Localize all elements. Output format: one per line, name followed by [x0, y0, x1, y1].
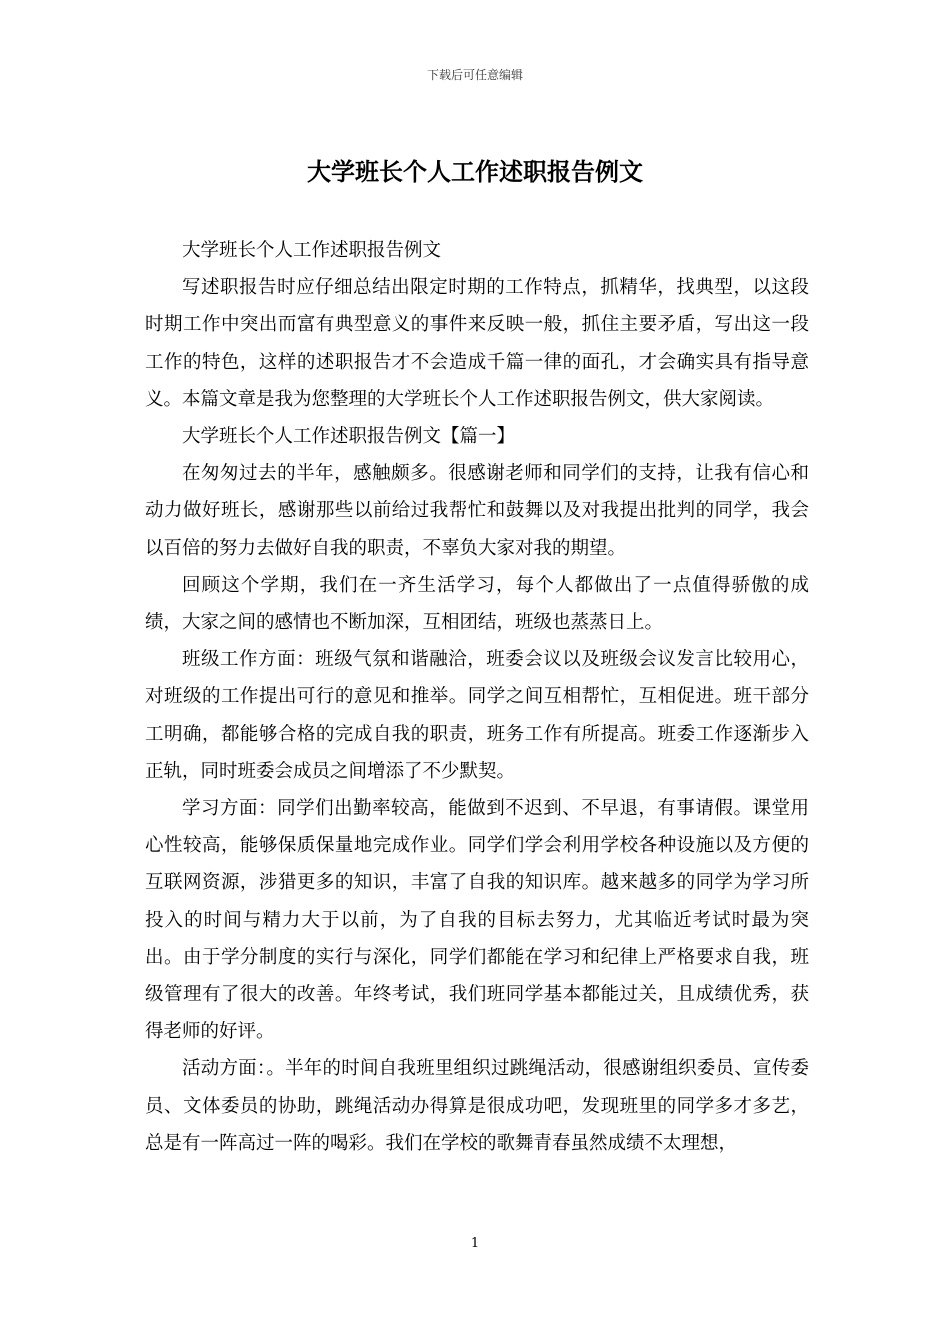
page-header-note: 下载后可任意编辑: [426, 68, 523, 82]
paragraph-study: 学习方面：同学们出勤率较高，能做到不迟到、不早退，有事请假。课堂用心性较高，能够保质保量地完成作业。同学们学会利用学校各种设施以及方便的互联网资源，涉猎更多的知识，丰富了自我的知识库。越来越多的同学为学习所投入的时间与精力大于以前，为了自我的目标去努力，尤其临近考试时最为突出。由于学分制度的实行与深化，同学们都能在学习和纪律上严格要求自我，班级管理有了很大的改善。年终考试，我们班同学基本都能过关，且成绩优秀，获得老师的好评。: [145, 798, 809, 1043]
paragraph-activities: 活动方面：。半年的时间自我班里组织过跳绳活动，很感谢组织委员、宣传委员、文体委员的协助，跳绳活动办得算是很成功吧，发现班里的同学多才多艺，总是有一阵高过一阵的喝彩。我们在学校的歌舞青春虽然成绩不太理想，: [145, 1058, 809, 1154]
paragraph-class-work: 班级工作方面：班级气氛和谐融洽，班委会议以及班级会议发言比较用心，对班级的工作提出可行的意见和推举。同学之间互相帮忙，互相促进。班干部分工明确，都能够合格的完成自我的职责，班务工作有所提高。班委工作逐渐步入正轨，同时班委会成员之间增添了不少默契。: [145, 649, 809, 782]
paragraph-opening: 在匆匆过去的半年，感触颇多。很感谢老师和同学们的支持，让我有信心和动力做好班长，感谢那些以前给过我帮忙和鼓舞以及对我提出批判的同学，我会以百倍的努力去做好自我的职责，不辜负大家对我的期望。: [145, 463, 809, 559]
page-number: 1: [470, 1236, 480, 1251]
document-title: 大学班长个人工作述职报告例文: [307, 157, 643, 186]
paragraph-section-heading: 大学班长个人工作述职报告例文【篇一】: [182, 426, 516, 448]
document-body: [145, 232, 809, 1162]
paragraph-subtitle: 大学班长个人工作述职报告例文: [182, 240, 442, 261]
paragraph-intro: 写述职报告时应仔细总结出限定时期的工作特点，抓精华，找典型，以这段时期工作中突出而富有典型意义的事件来反映一般，抓住主要矛盾，写出这一段工作的特色，这样的述职报告才不会造成千篇一律的面孔，才会确实具有指导意义。本篇文章是我为您整理的大学班长个人工作述职报告例文，供大家阅读。: [145, 277, 809, 410]
paragraph-review: 回顾这个学期，我们在一齐生活学习，每个人都做出了一点值得骄傲的成绩，大家之间的感情也不断加深，互相团结，班级也蒸蒸日上。: [145, 574, 809, 634]
